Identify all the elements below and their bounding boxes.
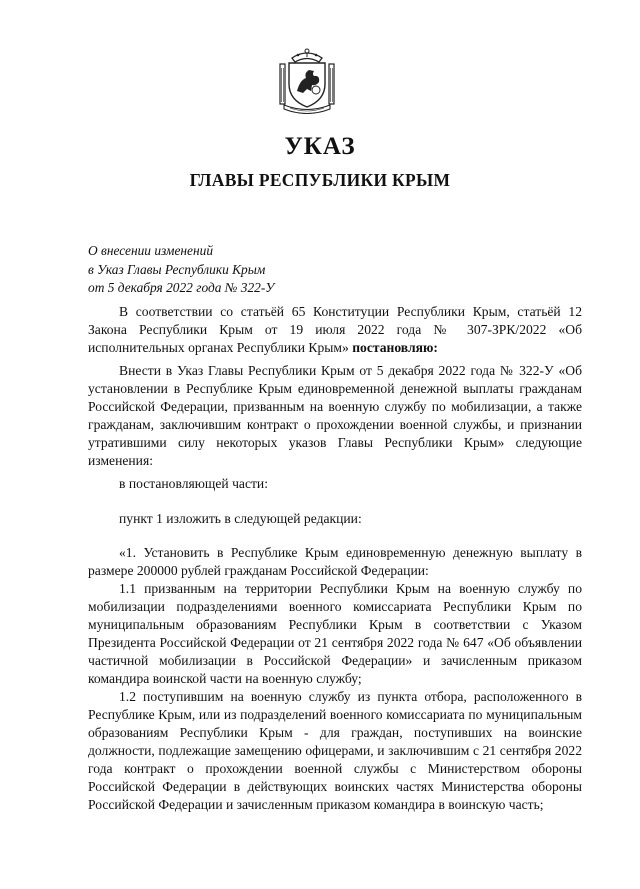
preamble-text: В соответствии со статьёй 65 Конституции Республики Крым, статьёй 12 Закона Республики Крым от 19 июля 2022 года № 307-ЗРК/2022 «Об исполнительных органах Республики Крым»	[88, 304, 582, 355]
clause-1-2: 1.2 поступившим на военную службу из пункта отбора, расположенного в Республике Крым, или из подразделений военного комиссариата по муниципальным образованиям Республики Крым - для граждан, поступивших на воинские должности, подлежащие замещению офицерами, и заключившим с 21 сентября 2022 года контракт о прохождении военной службы с Министерством обороны Российской Федерации в действующих воинских частях Министерства обороны Российской Федерации и зачисленным приказом командира в воинскую часть;	[88, 689, 582, 812]
document-title: УКАЗ	[284, 133, 356, 160]
subject-line: О внесении изменений	[88, 243, 214, 258]
preamble-block	[88, 303, 582, 357]
instruction-line: пункт 1 изложить в следующей редакции:	[119, 511, 362, 526]
preamble-emphasis: постановляю:	[352, 340, 438, 355]
coat-of-arms-emblem	[276, 44, 338, 114]
preamble-paragraph	[88, 303, 582, 357]
section-line: в постановляющей части:	[119, 476, 268, 491]
intro-paragraph: Внести в Указ Главы Республики Крым от 5 декабря 2022 года № 322-У «Об установлении в Республике Крым единовременной денежной выплаты гражданам Российской Федерации, призванным на военную службу по мобилизации, а также гражданам, заключившим контракт о прохождении военной службы, и признании утратившими силу некоторых указов Главы Республики Крым» следующие изменения:	[88, 363, 582, 468]
clause-1: «1. Установить в Республике Крым единовременную денежную выплату в размере 200000 рублей гражданам Российской Федерации:	[88, 545, 582, 578]
section-block	[88, 475, 582, 493]
intro-block	[88, 362, 582, 470]
instruction-block	[88, 510, 582, 528]
decree-subject	[88, 242, 274, 298]
clauses-block	[88, 544, 582, 814]
subject-line: от 5 декабря 2022 года № 322-У	[88, 280, 275, 295]
document-subtitle: ГЛАВЫ РЕСПУБЛИКИ КРЫМ	[189, 170, 451, 190]
subject-line: в Указ Главы Республики Крым	[88, 261, 266, 277]
clause-1-1: 1.1 призванным на территории Республики Крым на военную службу по мобилизации подразделениями военного комиссариата Республики Крым по муниципальным образованиям Республики Крым в соответствии с Указом Президента Российской Федерации от 21 сентября 2022 года № 647 «Об объявлении частичной мобилизации в Российской Федерации» и зачисленным приказом командира воинской части на военную службу;	[88, 581, 582, 686]
